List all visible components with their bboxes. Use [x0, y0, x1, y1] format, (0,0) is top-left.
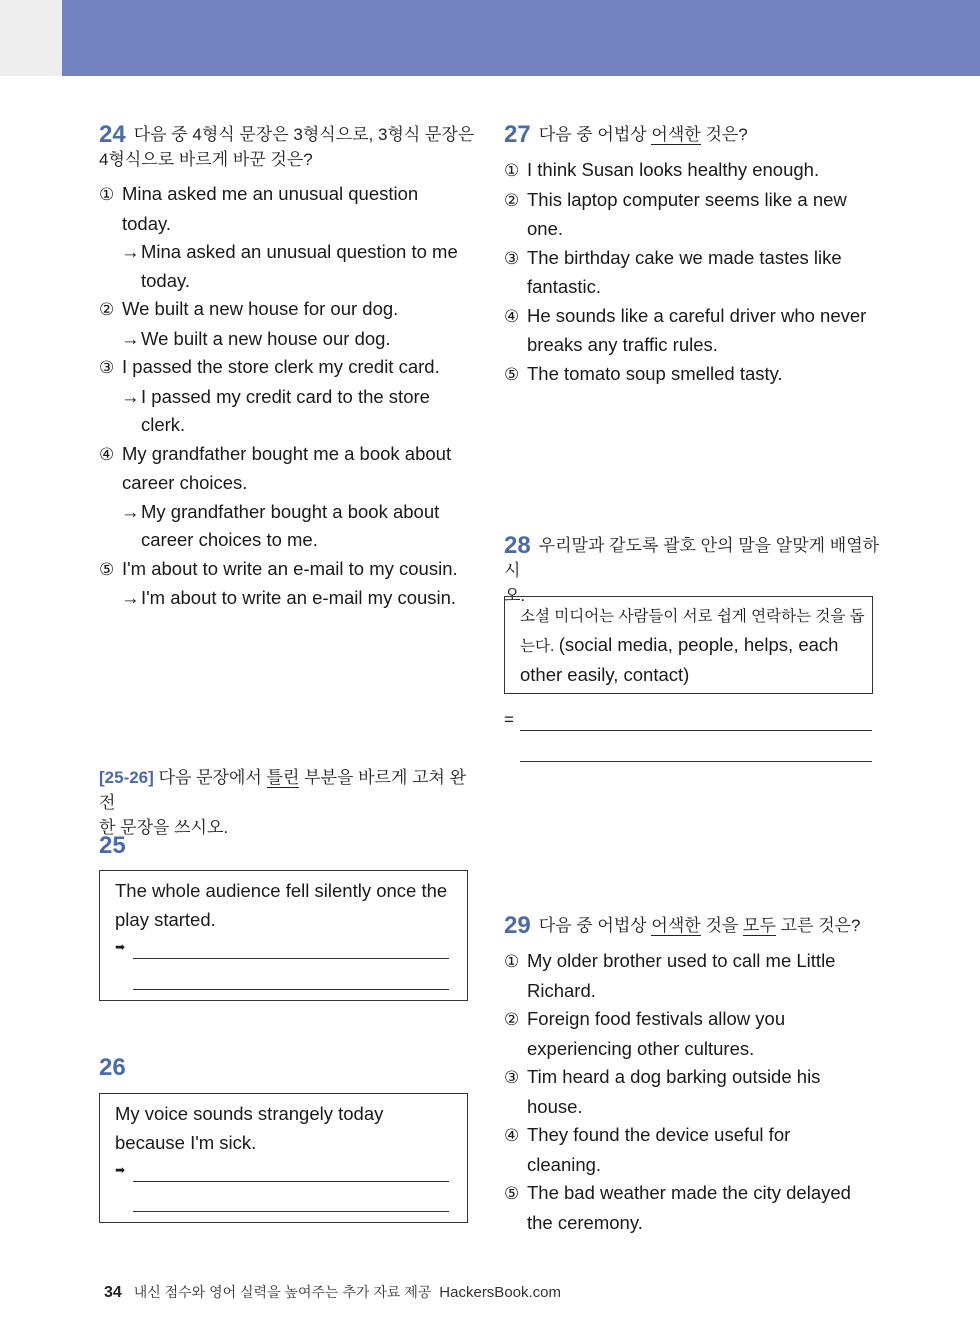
- sentence-line-2: because I'm sick.: [115, 1132, 257, 1153]
- question-29: [504, 913, 884, 1237]
- header-bar: [62, 0, 980, 76]
- page-footer: [104, 1282, 561, 1302]
- equals-sign: =: [504, 710, 514, 729]
- question-28-prompt: 28 우리말과 같도록 괄호 안의 말을 알맞게 배열하시 오.: [504, 532, 880, 605]
- option-3[interactable]: ③ I passed the store clerk my credit card.: [99, 356, 440, 377]
- sentence-line-2: play started.: [115, 909, 216, 930]
- option-3[interactable]: ③ The birthday cake we made tastes like fantastic.: [504, 246, 842, 297]
- option-1[interactable]: ① My older brother used to call me Little Richard.: [504, 950, 836, 1001]
- question-29-prompt: 29 다음 중 어법상 어색한 것을 모두 고른 것은?: [504, 912, 861, 939]
- option-2-arrow: →We built a new house our dog.: [121, 327, 391, 349]
- question-25-box: [99, 870, 468, 1001]
- option-1[interactable]: ① Mina asked me an unusual question today.: [99, 183, 419, 234]
- option-5-arrow: →I'm about to write an e-mail my cousin.: [121, 587, 457, 608]
- option-list: [504, 156, 884, 389]
- arrow-icon: ➡: [115, 1163, 126, 1177]
- answer-line-2[interactable]: [133, 989, 449, 990]
- option-1-arrow: →Mina asked an unusual question to me today.: [121, 241, 458, 291]
- question-number: 24: [99, 121, 126, 148]
- korean-sentence: 소셜 미디어는 사람들이 서로 쉽게 연락하는 것을 돕: [520, 608, 865, 625]
- answer-line-1[interactable]: [133, 1181, 449, 1182]
- option-list: [99, 180, 479, 613]
- option-list: [504, 947, 884, 1237]
- answer-line-1[interactable]: [520, 730, 872, 731]
- option-5[interactable]: ⑤ The bad weather made the city delayed the ceremony.: [504, 1182, 851, 1233]
- footer-site-link[interactable]: HackersBook.com: [439, 1284, 562, 1301]
- footer-text: 내신 점수와 영어 실력을 높여주는 추가 자료 제공: [133, 1284, 432, 1300]
- question-24: [99, 122, 479, 613]
- option-3[interactable]: ③ Tim heard a dog barking outside his house.: [504, 1066, 821, 1117]
- option-2[interactable]: ② We built a new house for our dog.: [99, 298, 399, 319]
- option-3-arrow: →I passed my credit card to the store clerk.: [121, 385, 430, 435]
- question-range: [25-26]: [99, 768, 154, 787]
- option-5[interactable]: ⑤ The tomato soup smelled tasty.: [504, 362, 783, 384]
- option-4[interactable]: ④ They found the device useful for cleaning.: [504, 1124, 791, 1175]
- answer-line-1[interactable]: [133, 958, 449, 959]
- option-1[interactable]: ① I think Susan looks healthy enough.: [504, 159, 820, 180]
- instruction-25-26: [25-26] 다음 문장에서 틀린 부분을 바르게 고쳐 완전 한 문장을 쓰시오.: [99, 768, 467, 837]
- header-corner: [0, 0, 62, 76]
- answer-line-2[interactable]: [520, 761, 872, 762]
- question-25-number: 25: [99, 832, 126, 859]
- question-26-box: [99, 1093, 468, 1223]
- sentence-line-1: My voice sounds strangely today: [115, 1103, 384, 1124]
- option-4-arrow: →My grandfather bought a book about career choices to me.: [121, 500, 440, 550]
- option-4[interactable]: ④ My grandfather bought me a book about career choices.: [99, 442, 452, 493]
- option-2[interactable]: ② Foreign food festivals allow you experiencing other cultures.: [504, 1008, 786, 1059]
- sentence-line-1: The whole audience fell silently once the: [115, 880, 448, 901]
- option-4[interactable]: ④ He sounds like a careful driver who never breaks any traffic rules.: [504, 304, 867, 355]
- question-28-box: 소셜 미디어는 사람들이 서로 쉽게 연락하는 것을 돕 는다. (social media, people, helps, each other easily, contact): [504, 596, 873, 694]
- question-24-prompt: 24 다음 중 4형식 문장은 3형식으로, 3형식 문장은 4형식으로 바르게 바꾼 것은?: [99, 121, 475, 169]
- answer-line-2[interactable]: [133, 1211, 449, 1212]
- page-number: 34: [104, 1284, 122, 1301]
- word-hint: (social media, people, helps, each: [558, 634, 839, 655]
- question-27-prompt: 27 다음 중 어법상 어색한 것은?: [504, 121, 748, 148]
- option-2[interactable]: ② This laptop computer seems like a new one.: [504, 188, 847, 239]
- question-27: [504, 122, 884, 389]
- option-5[interactable]: ⑤ I'm about to write an e-mail to my cousin.: [99, 557, 458, 579]
- arrow-icon: ➡: [115, 940, 126, 954]
- question-26-number: 26: [99, 1054, 126, 1081]
